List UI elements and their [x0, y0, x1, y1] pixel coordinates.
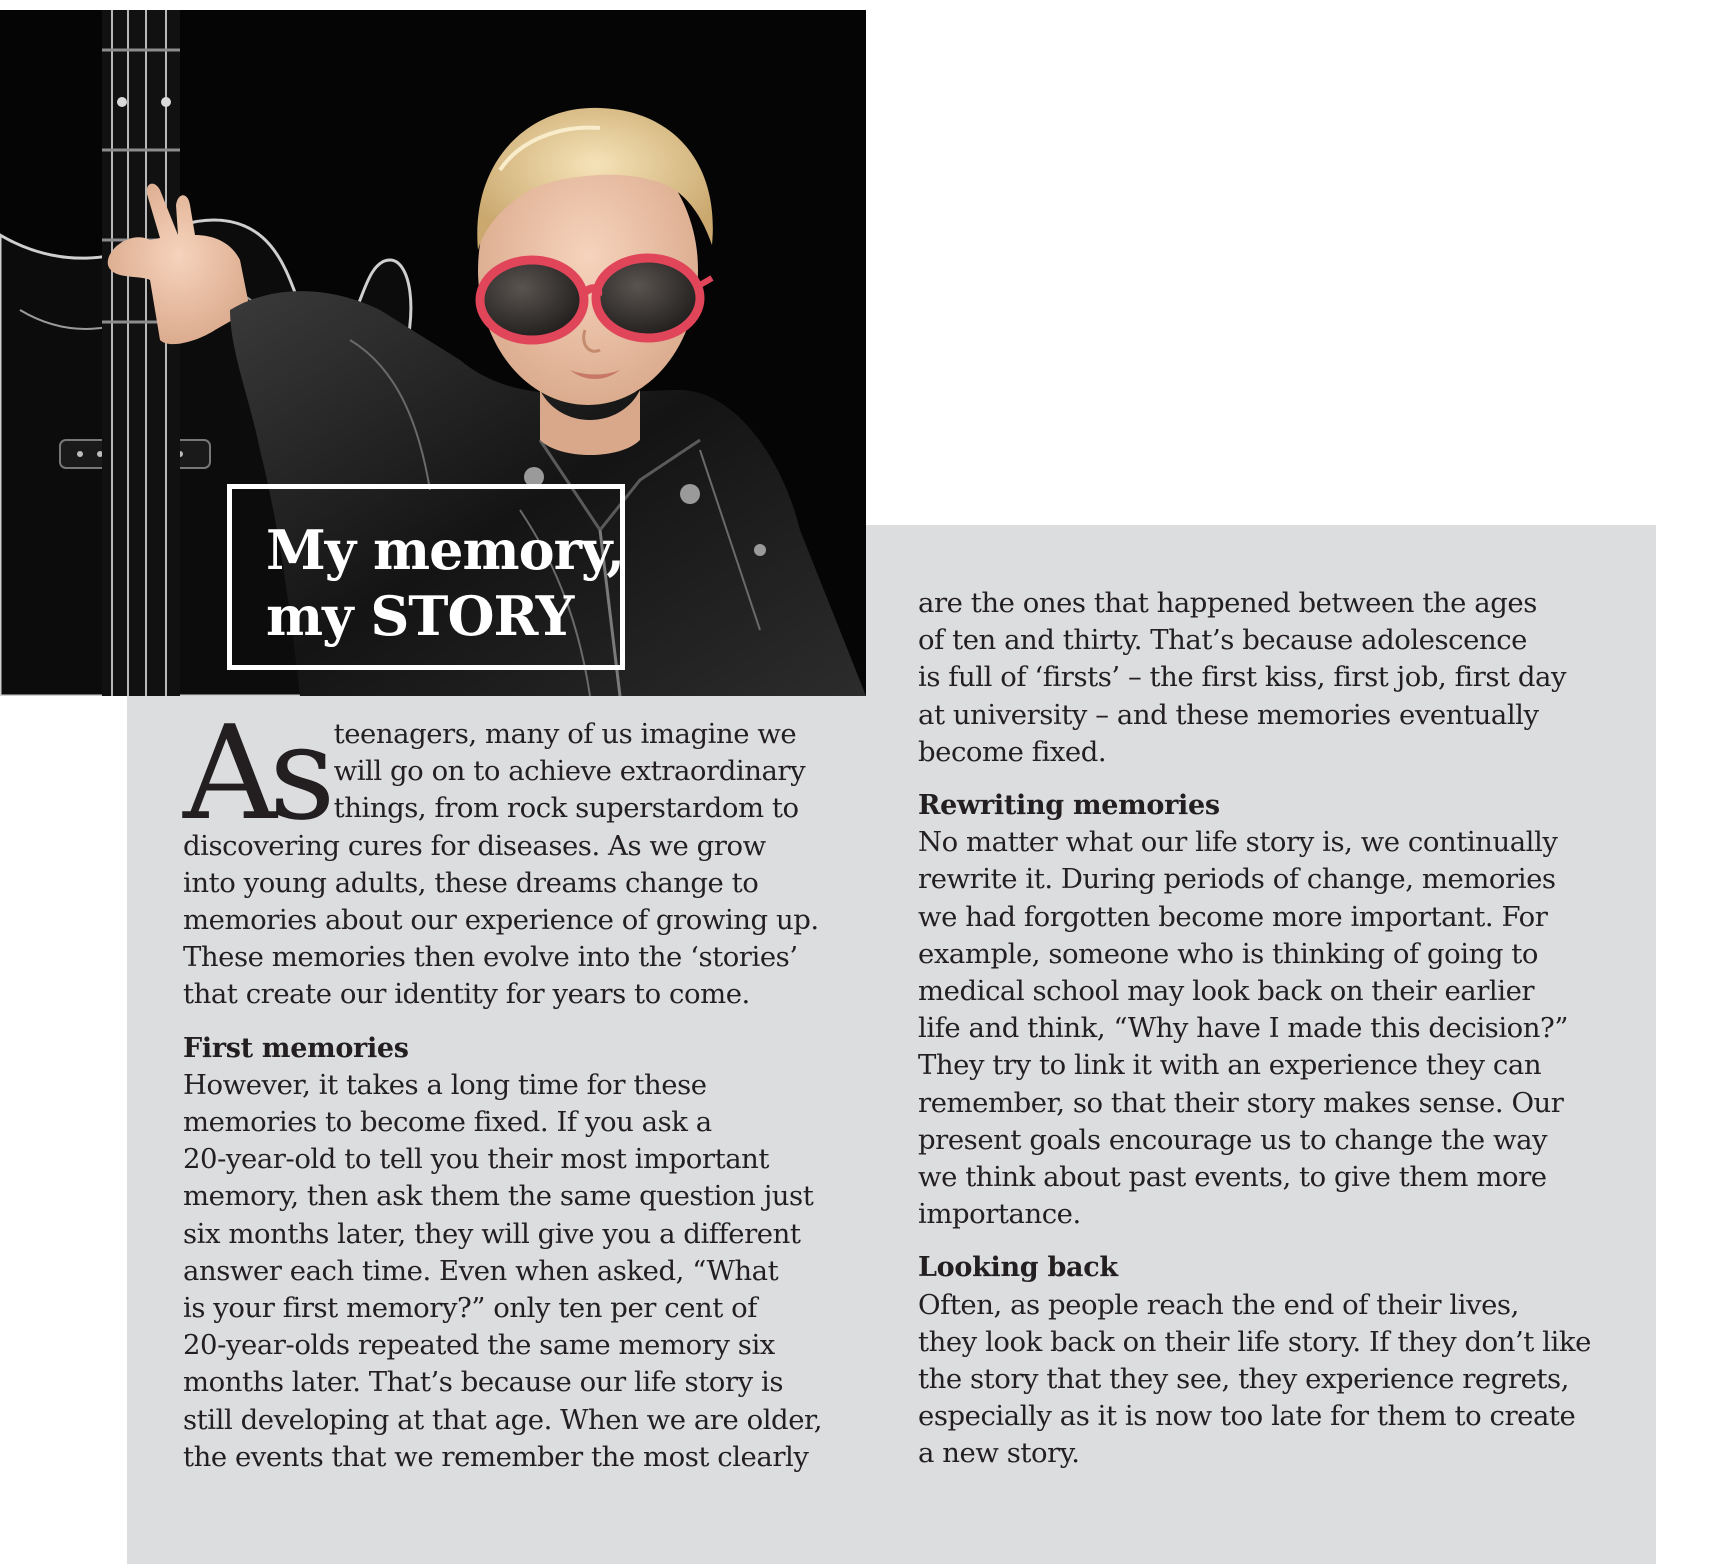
- article-column-right: [918, 585, 1618, 1473]
- looking-back-text: Often, as people reach the end of their lives, they look back on their life story. If they don’t like the story that they see, they experience regrets, especially as it is now too late for them to create a new story.: [918, 1288, 1591, 1470]
- title-box: [227, 484, 625, 670]
- first-memories-continued: are the ones that happened between the ages of ten and thirty. That’s because adolescence is full of ‘firsts’ – the first kiss, first job, first day at university – and these memories eventually become fixed.: [918, 587, 1567, 768]
- intro-text: teenagers, many of us imagine we will go on to achieve extraordinary things, from rock superstardom to discovering cures for diseases. As we grow into young adults, these dreams change to memories about our experience of growing up. These memories then evolve into the ‘stories’ that create our identity for years to come.: [183, 718, 819, 1011]
- heading-rewriting-memories: Rewriting memories: [918, 790, 1220, 822]
- drop-cap: As: [183, 697, 328, 849]
- heading-looking-back: Looking back: [918, 1252, 1118, 1284]
- title-line-1: My memory,: [266, 518, 625, 582]
- first-memories-text: However, it takes a long time for these memories to become fixed. If you ask a 20-year-old to tell you their most important memory, then ask them the same question just six months later, they will give you a different answer each time. Even when asked, “What is your first memory?” only ten per cent of 20-year-olds repeated the same memory six months later. That’s because our life story is still developing at that age. When we are older, the events that we remember the most clearly: [183, 1068, 822, 1473]
- rewriting-memories-text: No matter what our life story is, we continually rewrite it. During periods of change, memories we had forgotten become more important. For example, someone who is thinking of going to medical school may look back on their earlier life and think, “Why have I made this decision?” They try to link it with an experience they can remember, so that their story makes sense. Our present goals encourage us to change the way we think about past events, to give them more importance.: [918, 826, 1568, 1231]
- title-line-2: my STORY: [266, 584, 574, 648]
- heading-first-memories: First memories: [183, 1032, 409, 1064]
- intro-paragraph: [183, 697, 873, 1014]
- article-column-left: [183, 697, 873, 1476]
